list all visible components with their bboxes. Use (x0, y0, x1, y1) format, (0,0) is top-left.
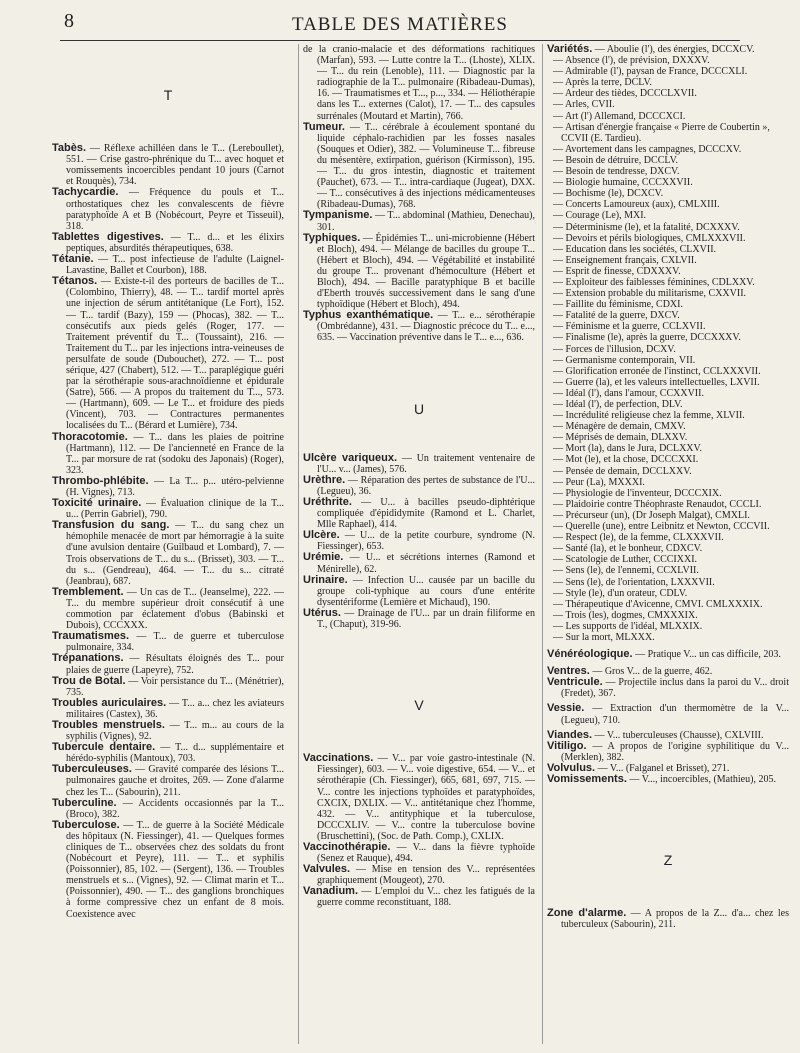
index-entry (303, 233, 535, 311)
index-entry (52, 820, 284, 920)
entry-text: — A propos de l'origine syphilitique du V... (Merklen), 382. (561, 740, 789, 763)
index-subentry: — Finalisme (le), après la guerre, DCCXXXV. (553, 332, 741, 344)
entry-heading: Tuberculine. (52, 796, 117, 809)
entry-heading: Urinaire. (303, 573, 348, 586)
entry-heading: Valvules. (303, 863, 351, 876)
index-entry (303, 122, 535, 211)
index-subentry: — Ardeur des tièdes, DCCCLXVII. (553, 88, 697, 100)
entry-heading: Uréthrite. (303, 496, 352, 508)
entry-text: — Voir persistance du T... (Ménétrier), 735. (66, 675, 284, 698)
index-subentry: — Forces de l'illusion, DCXV. (553, 343, 676, 355)
entry-heading: Tabès. (52, 142, 87, 155)
entry-text: — T... a... chez les aviateurs militaires (Castex), 36. (66, 697, 284, 720)
entry-heading: Typhus exanthématique. (303, 309, 434, 322)
entry-heading: Troubles menstruels. (52, 718, 165, 731)
index-subentry: — Education dans les sociétés, CLXVII. (553, 243, 717, 255)
entry-heading: Volvulus. (547, 761, 596, 774)
index-entry (52, 631, 284, 653)
index-subentry: — Enseignement français, CXLVII. (553, 254, 697, 266)
index-entry (52, 520, 284, 587)
entry-heading: Trépanations. (52, 652, 124, 665)
index-subentry: — Esprit de finesse, CDXXXV. (553, 265, 681, 277)
entry-heading: Ulcère. (303, 529, 340, 542)
index-entry (52, 143, 284, 187)
entry-text: — A propos de la Z... d'a... chez les tuberculeux (Sabourin), 211. (561, 908, 789, 931)
index-subentry: — Guerre (la), et les valeurs intellectuelles, LXVII. (553, 376, 760, 388)
entry-text: — Mise en tension des V... représentées graphiquement (Mougeot), 270. (317, 864, 535, 887)
entry-heading: Zone d'alarme. (547, 907, 627, 920)
entry-text: — Épidémies T... uni-microbienne (Hébert et Bloch), 494. — Mélange de bacilles du groupe T... (Hébert et Bloch), 494. — Végétabilité et instabilité du groupe T... provenant d'hémoculture (Hébert et Bloch), 494. — Bacille paratyphique B et bacille d'Eberth trouvés successivement dans le sang d'une typhoïdique (Hébert et Bloch), 494. (317, 232, 535, 311)
index-entry (547, 908, 789, 930)
index-subentry: — Extension probable du militarisme, CXXVII. (553, 288, 747, 300)
entry-heading: Tympanisme. (303, 209, 373, 222)
index-entry (303, 552, 535, 574)
index-entry (303, 210, 535, 232)
index-entry (52, 476, 284, 498)
entry-text: — Un cas de T... (Jeanselme), 222. — T... du membre supérieur droit consécutif à une commotion par éclatement d'obus (Babinski et Dubois), CCCXXX. (66, 586, 284, 632)
entry-text: — Infection U... causée par un bacille du groupe coli-typhique au cours d'une entérite dysentériforme (Lemière et Michaud), 190. (317, 574, 535, 608)
index-entry (303, 453, 535, 475)
index-subentry: — Art (l') Allemand, DCCCXCI. (553, 110, 686, 122)
entry-heading: Tuberculeuses. (52, 763, 132, 776)
index-subentry: — Courage (Le), MXI. (553, 210, 647, 222)
index-subentry: — Besoin de tendresse, DXCV. (553, 166, 680, 178)
page-header (0, 8, 800, 38)
entry-text: — T... de guerre et tuberculose pulmonaire, 334. (66, 631, 284, 654)
index-entry (52, 187, 284, 231)
section-letter: T (163, 87, 173, 103)
index-subentry: — Arles, CVII. (553, 99, 615, 111)
index-entry (303, 886, 535, 908)
index-subentry: — Glorification erronée de l'instinct, CCLXXXVII. (553, 365, 761, 377)
index-subentry: — Trois (les), dogmes, CMXXXIX. (553, 609, 698, 621)
entry-text: — V... dans la fièvre typhoïde (Senez et Rauque), 494. (317, 841, 535, 865)
index-entry (52, 653, 284, 675)
index-entry (303, 608, 535, 630)
index-entry (303, 842, 535, 864)
entry-text: — Gros V... de la guerre, 462. (589, 666, 713, 678)
index-subentry: — Biologie humaine, CCCXXVII. (553, 177, 693, 189)
entry-heading: Vomissements. (547, 773, 627, 785)
index-entry (52, 698, 284, 720)
entry-text: — Évaluation clinique de la T... u... (Perrin Gabriel), 790. (66, 498, 284, 521)
index-subentry: — Idéal (l'), dans l'amour, CCXXVII. (553, 387, 704, 399)
index-entry (303, 475, 535, 497)
index-entry (52, 432, 284, 476)
index-entry (547, 774, 789, 785)
entry-text: — V... par voie gastro-intestinale (N. Fiessinger), 603. — V... voie digestive, 654. — V... et sérothérapie (Ch. Fiessinger), 665, 681, 697, 715. — V... contre les injections typhoïdes et paratyphoïdes, CXCIX, DXLIX. — V... antitétanique chez l'homme, 432. — V... antityphique et la tuberculose, DCCCXLIV. — V... contre la tuberculose bovine (Bruschettini), (Soc. de Path. Comp.), CXLIX. (317, 753, 535, 842)
index-entry (52, 254, 284, 276)
index-entry (303, 497, 535, 530)
index-subentry: — Scatologie de Luther, CCCIXXI. (553, 554, 698, 566)
entry-text: — U... et sécrétions internes (Ramond et Ménirelle), 62. (317, 552, 535, 575)
entry-heading: Vénéréologique. (547, 648, 633, 661)
index-subentry: — Concerts Lamoureux (aux), CMLXIII. (553, 199, 720, 211)
entry-text: — Projectile inclus dans la paroi du V... droit (Fredet), 367. (561, 677, 789, 700)
index-subentry: — Sur la mort, MLXXX. (553, 631, 655, 643)
entry-text: — Gravité comparée des lésions T... pulmonaires gauche et droites, 269. — Zone d'alarme chez les T... (Sabourin), 211. (66, 764, 284, 798)
entry-heading: Vaccinothérapie. (303, 840, 391, 853)
entry-text: — T... d... et les élixirs peptiques, absurdités thérapeutiques, 638. (66, 231, 285, 254)
entry-heading: Ventricule. (547, 676, 603, 689)
entry-heading: Viandes. (547, 728, 593, 741)
index-subentry: — Mort (la), dans le Jura, DCLXXV. (553, 443, 702, 455)
entry-text: — Extraction d'un thermomètre de la V... (Legueu), 710. (561, 703, 789, 726)
index-subentry: — Querelle (une), entre Leibnitz et Newton, CCCVII. (553, 521, 770, 533)
entry-heading: Tablettes digestives. (52, 230, 164, 243)
index-subentry: — Avortement dans les campagnes, DCCCXV. (553, 143, 742, 155)
index-subentry: — Respect (le), de la femme, CLXXXVII. (553, 532, 724, 544)
entry-heading: Utérus. (303, 606, 341, 619)
index-entry (52, 742, 284, 764)
index-subentry: — Thérapeutique d'Avicenne, CMVI. CMLXXXIX. (553, 598, 763, 610)
entry-heading: Tremblement. (52, 585, 124, 598)
index-subentry: — Pensée de demain, DCCLXXV. (553, 465, 692, 477)
entry-heading: Vanadium. (303, 885, 359, 898)
entry-text: — Aboulie (l'), des énergies, DCCXCV. (592, 44, 755, 55)
index-subentry: — Germanisme contemporain, VII. (553, 354, 696, 366)
index-subentry: — Peur (La), MXXXI. (553, 476, 645, 488)
index-entry (547, 649, 789, 660)
entry-text: — T... m... au cours de la syphilis (Vignes), 92. (66, 719, 284, 743)
entry-text: — T... e... sérothérapie (Ombrédanne), 431. — Diagnostic précoce du T... e..., 635. — Vaccination préventive dans le T... e..., 636. (317, 310, 535, 344)
entry-heading: Thrombo-phlébite. (52, 474, 149, 487)
entry-heading: Urèthre. (303, 473, 346, 486)
index-entry (303, 575, 535, 608)
entry-heading: Tuberculose. (52, 818, 120, 831)
index-entry (52, 498, 284, 520)
entry-heading: Vitiligo. (547, 739, 587, 752)
entry-heading: Trou de Botal. (52, 674, 126, 687)
entry-text: — Existe-t-il des porteurs de bacilles de T... (Colombino, Thierry), 48. — T... tardif mortel après une injection de sérum antitétanique (Le Fort), 152. — T... tardif (Bazy), 159 — (Phocas), 382. — T... consécutifs aux pieds gelés (Roger, 177. — Traitement préventif du T... (Toussaint), 216. — Traitement du T... par les injections intra-veineuses de persulfate de soude (Dubouchet), 272. — T... post sérique, 427 (Chabert), 512. — T... paraplégique guéri par la sérothérapie sous-arachnoïdienne et épidurale (Satre), 566. — A propos du traitement du T..., 573. — (Hartmann), 609. — Le T... et froidure des pieds (Vincent), 703. — Contractures permanentes localisées du T... (Bérard et Lumière), 734. (66, 276, 284, 432)
entry-heading: Ulcère variqueux. (303, 451, 398, 464)
index-subentry: — Physiologie de l'inventeur, DCCCXIX. (553, 487, 722, 499)
index-entry (52, 587, 284, 631)
index-entry (547, 703, 789, 725)
index-subentry: — Sens (le), de l'orientation, LXXXVII. (553, 576, 715, 588)
section-letter: V (414, 697, 424, 714)
index-subentry: — Bochisme (le), DCXCV. (553, 188, 664, 200)
index-subentry: — Ménagère de demain, CMXV. (553, 421, 686, 433)
entry-text: — U... de la petite courbure, syndrome (N. Fiessinger), 653. (317, 530, 535, 553)
index-entry (303, 530, 535, 552)
entry-text: — T... d... supplémentaire et hérédo-syphilis (Mantoux), 703. (66, 742, 284, 765)
index-subentry: — Admirable (l'), paysan de France, DCCCXLI. (553, 66, 748, 78)
index-subentry: — Féminisme et la guerre, CCLXVII. (553, 321, 706, 333)
entry-heading: Variétés. (547, 43, 593, 55)
entry-text: — Réparation des pertes de substance de l'U... (Legueu), 36. (317, 474, 535, 497)
index-subentry: — Fatalité de la guerre, DXCV. (553, 310, 680, 322)
entry-text: — L'emploi du V... chez les fatigués de la guerre comme reconstituant, 188. (317, 886, 535, 909)
entry-heading: Urémie. (303, 551, 344, 564)
entry-text: — U... à bacilles pseudo-diphtérique compliquée d'épididymite (Ramond et L. Charlet, Mlle Raphael), 414. (317, 497, 535, 531)
page-title: TABLE DES MATIÈRES (292, 14, 508, 35)
index-subentry: — Incrédulité religieuse chez la femme, XLVII. (553, 410, 745, 422)
index-entry (303, 310, 535, 343)
index-subentry: — Mot (le), et la chose, DCCCXXI. (553, 454, 699, 466)
index-subentry: — Sens (le), de l'ennemi, CCXLVII. (553, 565, 699, 577)
index-entry (52, 676, 284, 698)
index-subentry: — Devoirs et périls biologiques, CMLXXXVII. (553, 232, 746, 244)
index-subentry: — Méprisés de demain, DLXXV. (553, 432, 688, 444)
index-subentry: — Faillite du féminisme, CDXI. (553, 299, 683, 311)
index-entry (52, 798, 284, 820)
entry-text: — T... cérébrale à écoulement spontané du liquide céphalo-rachidien par les fosses nasales (Souques et Odier), 382. — Volumineuse T... fibreuse du mésentère, extirpation, guérison (Kirmisson), 195. — T... du gros intestin, diagnostic et traitement (Pauchet), 673. — T... intra-cardiaque (Jugeat), DXX. — T... consécutives à des injections médicamenteuses (Ribadeau-Dumas), 768. (317, 121, 535, 211)
index-subentry: — Les supports de l'idéal, MLXXIX. (553, 620, 703, 632)
index-subentry: — Exploiteur des faiblesses féminines, CDLXXV. (553, 276, 755, 288)
entry-heading: Troubles auriculaires. (52, 696, 167, 709)
entry-heading: Thoracotomie. (52, 430, 128, 443)
entry-text: — Un traitement ventenaire de l'U... v... (James), 576. (317, 452, 535, 475)
entry-heading: Traumatismes. (52, 630, 130, 643)
page-number: 8 (64, 10, 74, 32)
index-entry (303, 44, 535, 122)
index-column-3 (542, 44, 789, 1044)
entry-text: — V... tuberculeuses (Chausse), CXLVIII. (592, 729, 764, 741)
entry-heading: Typhiques. (303, 231, 361, 244)
entry-text: — La T... p... utéro-pelvienne (H. Vignes), 713. (66, 475, 284, 498)
entry-heading: Tétanie. (52, 253, 94, 266)
index-entry (303, 753, 535, 842)
index-entry (52, 720, 284, 742)
index-subentry: — Plaidoirie contre Théophraste Renaudot, CCCLI. (553, 498, 762, 510)
entry-text: — T... dans les plaies de poitrine (Hartmann), 112. — De l'ancienneté en France de la T... par morsure de rat (sodoku des Japonais) (Roger), 323. (66, 431, 284, 476)
entry-text: — T... du sang chez un hémophile menacée de mort par hémorragie à la suite d'une avulsion dentaire (Guilbaud et Lombard), 7. — Trois observations de T... du s... (Brisset), 303. — T... du s... (Gendreau), 464. — T... du s... citraté (Jeanbrau), 687. (66, 520, 284, 587)
entry-text: de la cranio-malacie et des déformations rachitiques (Marfan), 593. — Lutte contre la T... (Lhoste), XLIX. — T... du rein (Lenoble), 111. — Diagnostic par la radiographie de la T... pulmonaire (Ribadeau-Dumas), 16. — Traumatismes et T..., p..., 334. — Héliothérapie dans les T... externes (Calot), 17. — T... des capsules surrénales (Moutard et Martin), 766. (303, 44, 535, 122)
index-subentry: — Artisan d'énergie française « Pierre de Coubertin », CCVII (E. Tardieu). (553, 121, 770, 144)
index-entry (52, 276, 284, 431)
entry-text: — T... de guerre à la Société Médicale des hôpitaux (N. Fiessinger), 41. — Quelques formes cliniques de T... observées chez des soldats du front (Nobécourt et Peyre), 111. — T... et syphilis (Poissonnier), 85, 102. — (Sergent), 136. — Troubles menstruels et s... (Vignes), 92. — Climat marin et T... (Poissonnier), 490. — T... des ganglions bronchiques à forme compressive chez un enfant de 8 mois. Coexistence avec (66, 819, 284, 920)
entry-text: — Résultats éloignés des T... pour plaies de guerre (Lapeyre), 752. (66, 653, 284, 676)
entry-text: — Pratique V... un cas difficile, 203. (632, 649, 781, 661)
entry-heading: Tubercule dentaire. (52, 741, 156, 754)
index-subentry: — Santé (la), et le bonheur, CDXCV. (553, 543, 703, 555)
index-subentry: — Déterminisme (le), et la fatalité, DCXXXV. (553, 221, 740, 233)
index-entry (52, 764, 284, 797)
header-rule (60, 40, 740, 41)
index-subentry: — Absence (l'), de prévision, DXXXV. (553, 55, 710, 67)
entry-text: — Drainage de l'U... par un drain filiforme en T., (Chaput), 319-96. (317, 607, 535, 631)
entry-text: — Fréquence du pouls et T... orthostatiques chez les convalescents de fièvre paratyphoïde A et B (Nobécourt, Peyre et Tisseuil), 318. (66, 187, 284, 232)
entry-text: — V... (Falganel et Brisset), 271. (595, 762, 730, 774)
index-column-2 (298, 44, 535, 1044)
entry-heading: Vaccinations. (303, 752, 374, 765)
index-entry (547, 741, 789, 763)
entry-heading: Tétanos. (52, 275, 98, 288)
entry-heading: Vessie. (547, 702, 585, 715)
section-letter: U (413, 400, 425, 417)
index-column-1 (52, 44, 284, 920)
entry-text: — V..., incoercibles, (Mathieu), 205. (626, 774, 776, 785)
index-subentry: — Besoin de détruire, DCCLV. (553, 154, 678, 166)
entry-heading: Transfusion du sang. (52, 519, 170, 532)
entry-heading: Tumeur. (303, 120, 345, 133)
index-entry (303, 864, 535, 886)
entry-text: — T... post infectieuse de l'adulte (Laignel-Lavastine, Ballet et Courbon), 188. (66, 254, 284, 277)
section-letter: Z (663, 852, 673, 869)
index-subentry: — Précurseur (un), (Dr Joseph Malgat), CMXLI. (553, 509, 750, 521)
entry-heading: Ventres. (547, 665, 590, 678)
index-subentry: — Idéal (l'), de perfection, DLV. (553, 399, 683, 410)
index-entry (52, 232, 284, 254)
entry-heading: Tachycardie. (52, 186, 119, 199)
entry-heading: Toxicité urinaire. (52, 497, 142, 510)
entry-text: — T... abdominal (Mathieu, Denechau), 301. (317, 210, 535, 233)
entry-text: — Réflexe achilléen dans le T... (Lereboullet), 551. — Crise gastro-phrénique du T... avec hoquet et vomissements incoercibles pendant 10 jours (Carnot et Rouquès), 734. (66, 143, 284, 188)
index-subentry: — Après la terre, DCLV. (553, 77, 652, 89)
index-entry (547, 677, 789, 699)
index-subentry: — Style (le), d'un orateur, CDLV. (553, 587, 688, 599)
index-entry (547, 44, 789, 55)
entry-text: — Accidents occasionnés par la T... (Broco), 382. (66, 797, 284, 820)
